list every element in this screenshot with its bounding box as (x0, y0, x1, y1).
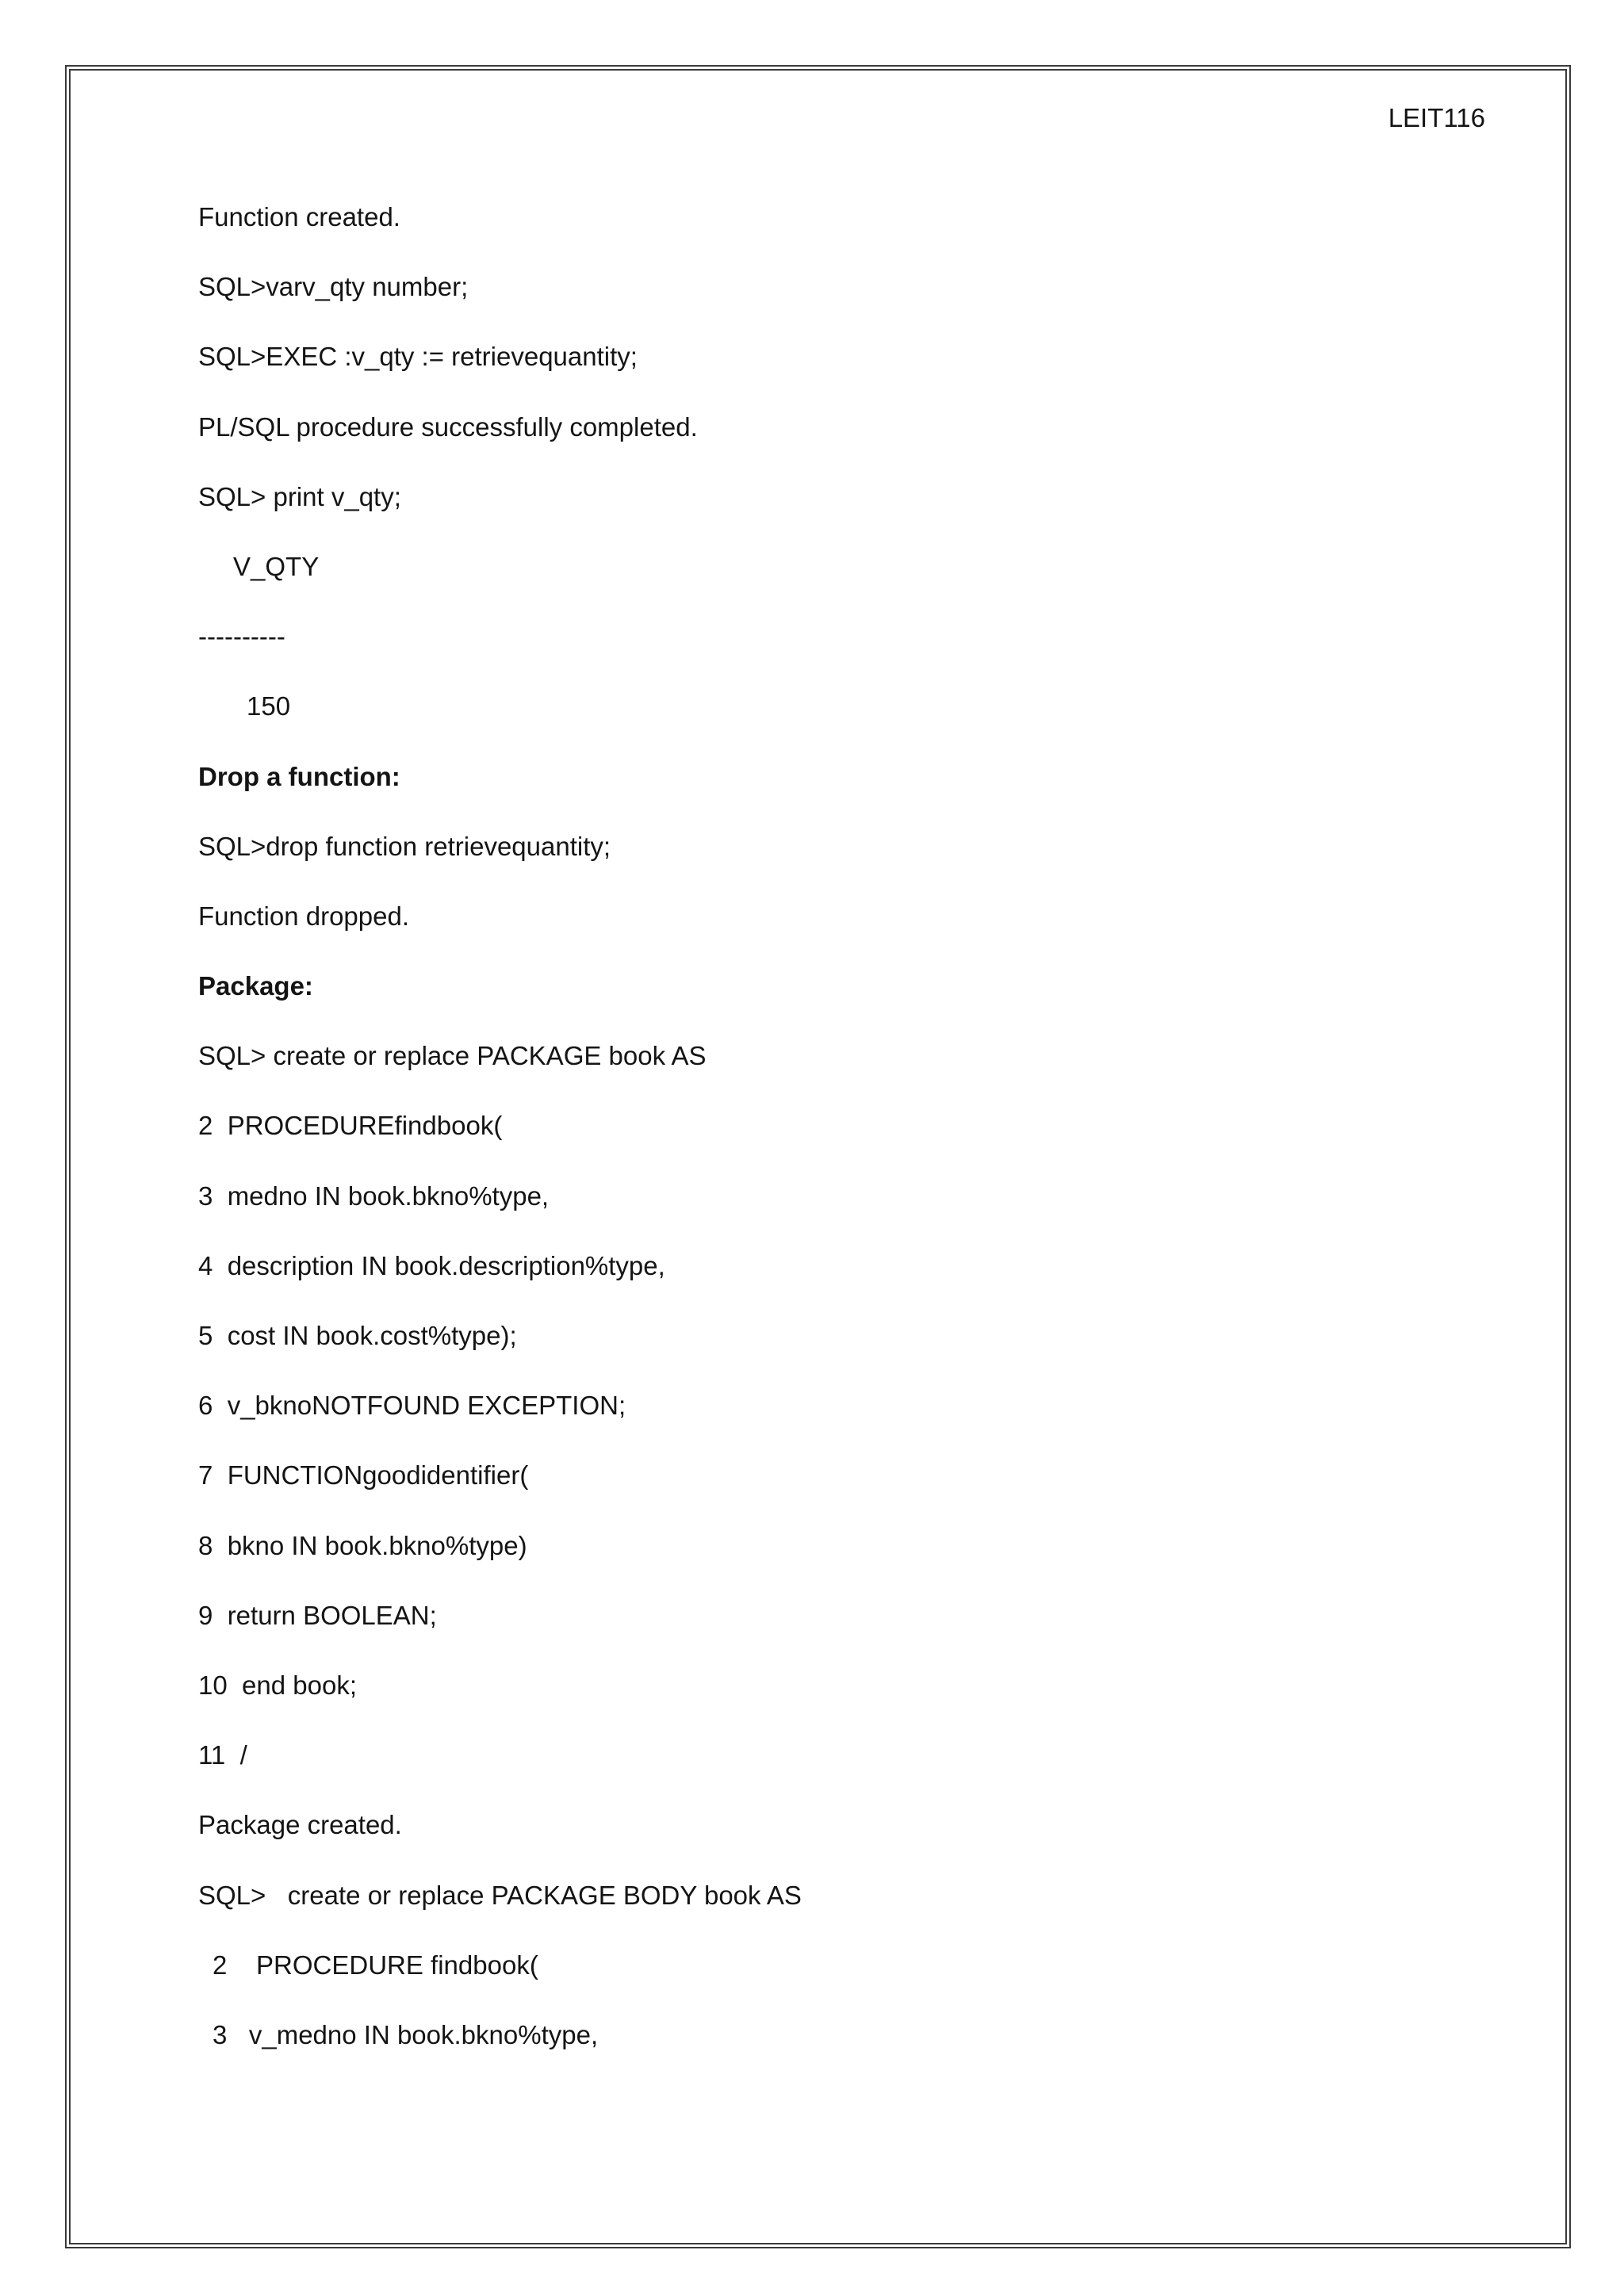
sql-command-line: SQL> create or replace PACKAGE book AS (198, 1041, 707, 1071)
page-header-code: LEIT116 (1388, 103, 1485, 132)
code-line: 2 PROCEDUREfindbook( (198, 1111, 503, 1141)
code-line: 6 v_bknoNOTFOUND EXCEPTION; (198, 1391, 626, 1421)
sql-command-line: SQL> print v_qty; (198, 481, 401, 511)
status-line: Package created. (198, 1810, 402, 1840)
status-line: Function dropped. (198, 901, 410, 931)
code-line: 3 v_medno IN book.bkno%type, (213, 2019, 599, 2049)
output-column-header: V_QTY (233, 551, 320, 581)
code-line: 7 FUNCTIONgoodidentifier( (198, 1460, 529, 1490)
code-line: 2 PROCEDURE findbook( (213, 1950, 538, 1980)
status-line: Function created. (198, 202, 400, 232)
section-heading-drop-function: Drop a function: (198, 761, 400, 791)
code-line: 10 end book; (198, 1670, 357, 1700)
code-line: 9 return BOOLEAN; (198, 1600, 437, 1630)
code-line: 4 description IN book.description%type, (198, 1250, 665, 1280)
document-body (198, 182, 1507, 2070)
sql-command-line: SQL>EXEC :v_qty := retrievequantity; (198, 342, 638, 372)
status-line: PL/SQL procedure successfully completed. (198, 411, 698, 442)
sql-command-line: SQL>varv_qty number; (198, 272, 469, 302)
sql-command-line: SQL>drop function retrievequantity; (198, 831, 611, 861)
code-line: 8 bkno IN book.bkno%type) (198, 1530, 527, 1560)
output-separator: ---------- (198, 622, 285, 652)
sql-command-line: SQL> create or replace PACKAGE BODY book AS (198, 1880, 802, 1910)
output-value: 150 (247, 691, 291, 721)
section-heading-package: Package: (198, 971, 313, 1001)
code-line: 5 cost IN book.cost%type); (198, 1321, 517, 1350)
code-line: 11 / (198, 1740, 247, 1770)
code-line: 3 medno IN book.bkno%type, (198, 1181, 550, 1211)
